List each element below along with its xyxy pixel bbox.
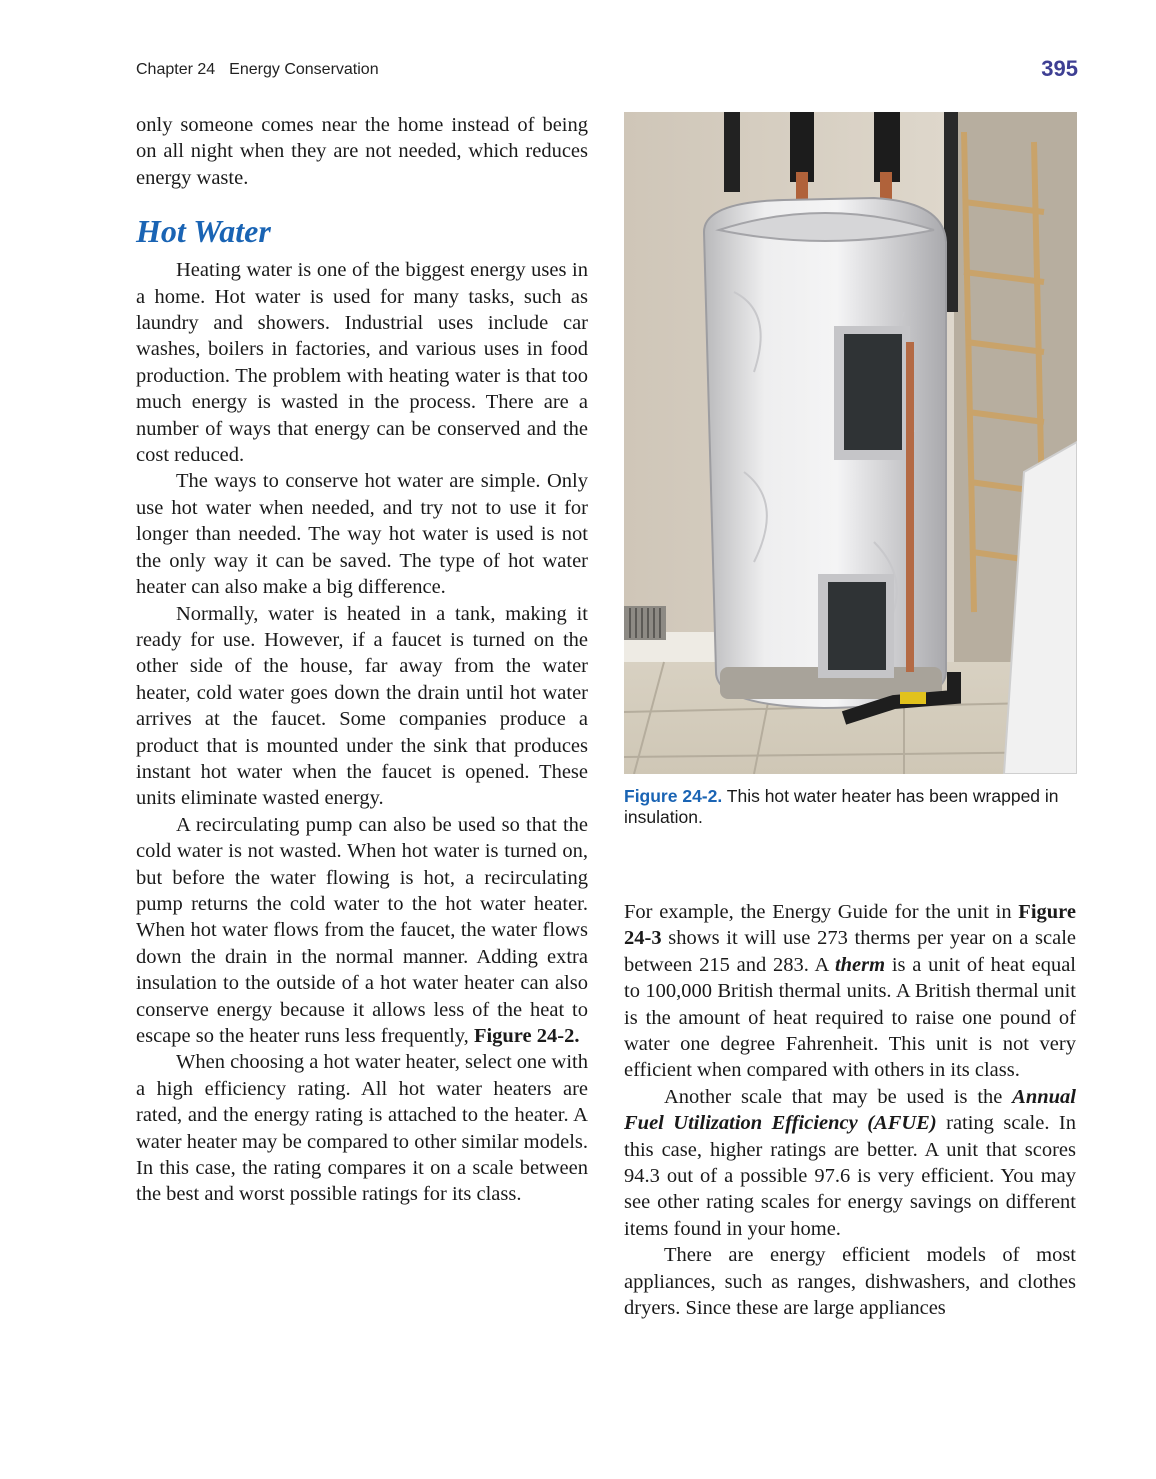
figure-photo-water-heater [624,112,1077,774]
left-column [136,112,588,1208]
paragraph-ways-to-conserve: The ways to conserve hot water are simple. Only use hot water when needed, and try not to use it for longer than needed. The way hot water is used is not the only way it can be saved. The type of hot water heater can also make a big difference. [136,470,588,599]
upper-access-window [844,334,902,450]
paragraph-appliances: There are energy efficient models of most appliances, such as ranges, dishwashers, and clothes dryers. Since these are large appliances [624,1244,1076,1320]
text-run: rating scale. In this case, higher ratings are better. A unit that scores 94.3 out of a possible 97.6 is very efficient. You may see other rating scales for energy savings on different items found in your home. [624,1112,1076,1240]
figure-reference: Figure 24-3 [624,901,1076,950]
pipe-insulated-2 [874,112,900,182]
intro-paragraph: only someone comes near the home instead of being on all night when they are not needed, which reduces energy waste. [136,114,588,189]
right-column [624,899,1076,1322]
figure-reference: Figure 24-2. [473,1025,580,1047]
pipe-left [724,112,740,192]
text-run: shows it will use 273 therms per year on a scale between 215 and 283. A [624,927,1076,976]
section-heading: Hot Water [136,213,271,250]
paragraph-recirculating-pump [136,812,588,1050]
figure-caption [624,786,1076,828]
paragraph-energy-guide [624,899,1076,1084]
paragraph-afue [624,1084,1076,1242]
pipe-insulated-1 [790,112,814,182]
chapter-number: Chapter 24 [136,61,216,78]
paragraph-tank-heating: Normally, water is heated in a tank, making it ready for use. However, if a faucet is turned on the other side of the house, far away from the water heater, cold water goes down the drain until hot water arrives at the faucet. Some companies produce a product that is mounted under the sink that produces instant hot water when the faucet is opened. These units eliminate wasted energy. [136,602,588,810]
lower-access-window [828,582,886,670]
paragraph-heating-water: Heating water is one of the biggest energy uses in a home. Hot water is used for many tasks, such as laundry and showers. Industrial uses include car washes, boilers in factories, and various uses in food production. The problem with heating water is that too much energy is wasted in the process. There are a number of ways that energy can be conserved and the cost reduced. [136,259,588,467]
gas-valve [900,692,926,704]
text-run: is a unit of heat equal to 100,000 British thermal units. A British thermal unit is the amount of heat required to raise one pound of water one degree Fahrenheit. This unit is not very efficient when compared with others in its class. [624,953,1076,1082]
key-term-therm: therm [834,953,886,976]
running-header [136,61,379,79]
text-run: Another scale that may be used is the [664,1085,1013,1108]
key-term-afue: Annual Fuel Utilization Efficiency (AFUE) [624,1085,1076,1135]
relief-pipe [906,342,914,672]
paragraph-text: A recirculating pump can also be used so that the cold water is not wasted. When hot water is turned on, but before the water flowing is hot, a recirculating pump returns the cold water to the hot water heater. When hot water flows from the faucet, the water flows down the drain in the normal manner. Adding extra insulation to the outside of a hot water heater can also conserve energy because it allows less of the heat to escape so the heater runs less frequently, [136,813,588,1047]
figure-label: Figure 24-2. [624,786,723,806]
chapter-title: Energy Conservation [229,61,379,78]
water-heater-illustration [624,112,1077,774]
text-run: For example, the Energy Guide for the unit in [624,901,1019,923]
paragraph-efficiency-rating: When choosing a hot water heater, select one with a high efficiency rating. All hot water heaters are rated, and the energy rating is attached to the heater. A water heater may be compared to other similar models. In this case, the rating compares it on a scale between the best and worst possible ratings for its class. [136,1051,588,1206]
caption-text: This hot water heater has been wrapped in insulation. [624,786,1059,827]
page-number: 395 [1041,56,1078,81]
